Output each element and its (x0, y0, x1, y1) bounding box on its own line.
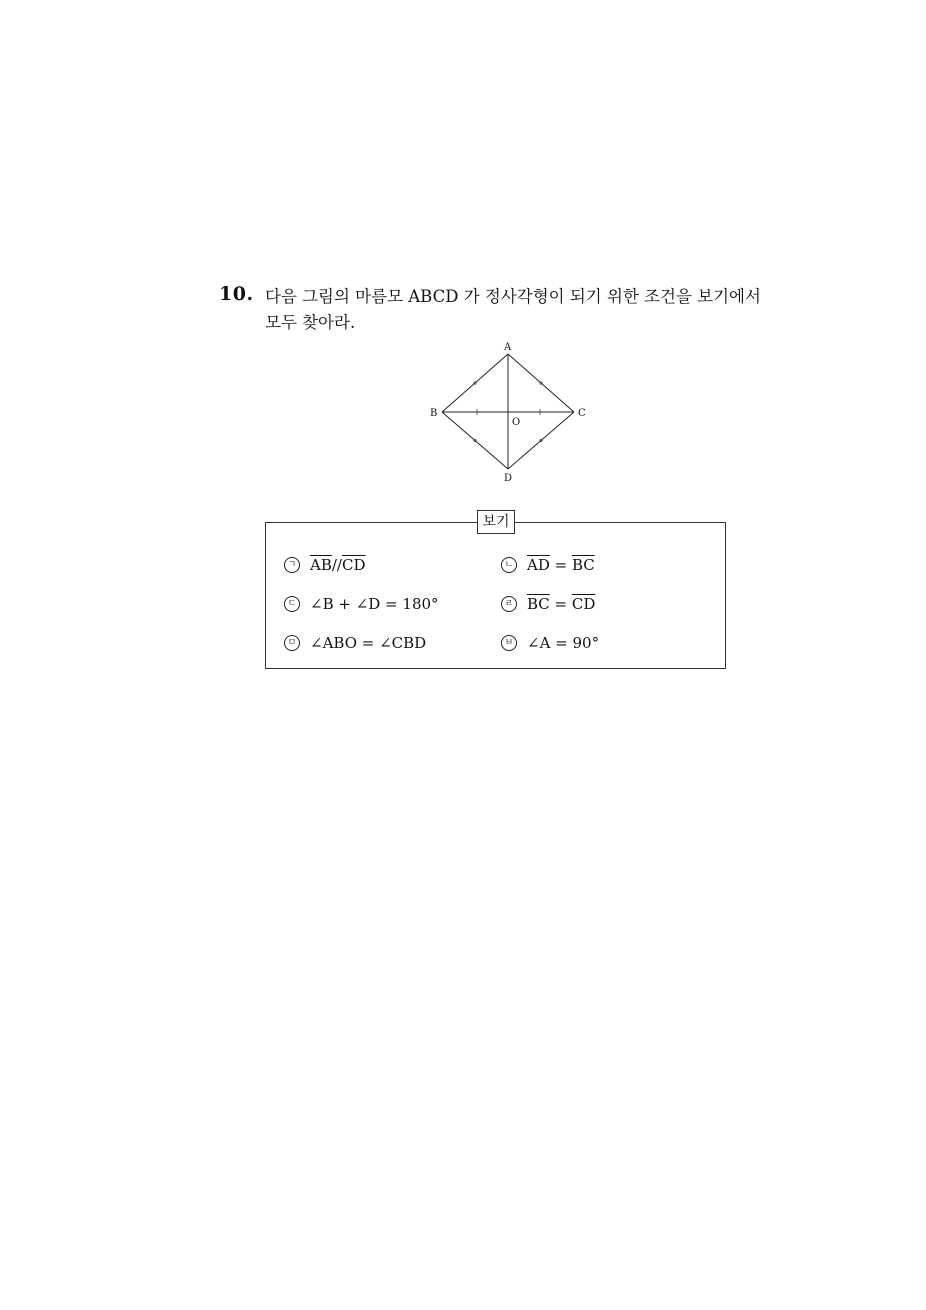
choice-4 (501, 595, 595, 613)
choice-6 (501, 634, 599, 652)
choice-seg-1: $\overline{AB}$ (310, 556, 332, 574)
choice-1 (284, 556, 365, 574)
choice-seg-1: $\overline{AD}$ (527, 556, 550, 574)
choice-equals-symbol: = (549, 556, 572, 574)
choice-text: ∠A = 90° (527, 634, 600, 652)
choice-parallel-symbol: // (331, 556, 342, 574)
choice-box-title: 보기 (477, 510, 515, 534)
choice-2 (501, 556, 595, 574)
label-a: A (504, 342, 512, 353)
side-bd (442, 412, 508, 469)
choice-marker: ㄹ (501, 596, 517, 612)
label-c: C (578, 408, 586, 419)
choice-5 (284, 634, 426, 652)
choice-seg-2: $\overline{BC}$ (571, 556, 595, 574)
rhombus-figure (420, 338, 590, 488)
choice-text: ∠B + ∠D = 180° (310, 595, 439, 613)
label-d: D (504, 473, 513, 484)
choice-equals-symbol: = (549, 595, 572, 613)
choice-3 (284, 595, 439, 613)
choice-marker: ㅁ (284, 635, 300, 651)
rhombus-diagram (420, 338, 590, 488)
choice-seg-1: $\overline{BC}$ (527, 595, 550, 613)
label-o: O (512, 417, 521, 428)
problem-number: 10. (219, 283, 254, 305)
choice-seg-2: $\overline{CD}$ (571, 595, 596, 613)
question-line-2: 모두 찾아라. (265, 313, 356, 332)
choice-marker: ㄴ (501, 557, 517, 573)
question-text (265, 284, 761, 336)
choice-marker: ㅂ (501, 635, 517, 651)
choice-marker: ㄱ (284, 557, 300, 573)
choice-text: ∠ABO = ∠CBD (310, 634, 427, 652)
choice-seg-2: $\overline{CD}$ (341, 556, 366, 574)
side-ac (508, 354, 574, 412)
question-line-1: 다음 그림의 마름모 ABCD 가 정사각형이 되기 위한 조건을 보기에서 (265, 287, 761, 306)
label-b: B (430, 408, 438, 419)
choice-marker: ㄷ (284, 596, 300, 612)
side-ab (442, 354, 508, 412)
